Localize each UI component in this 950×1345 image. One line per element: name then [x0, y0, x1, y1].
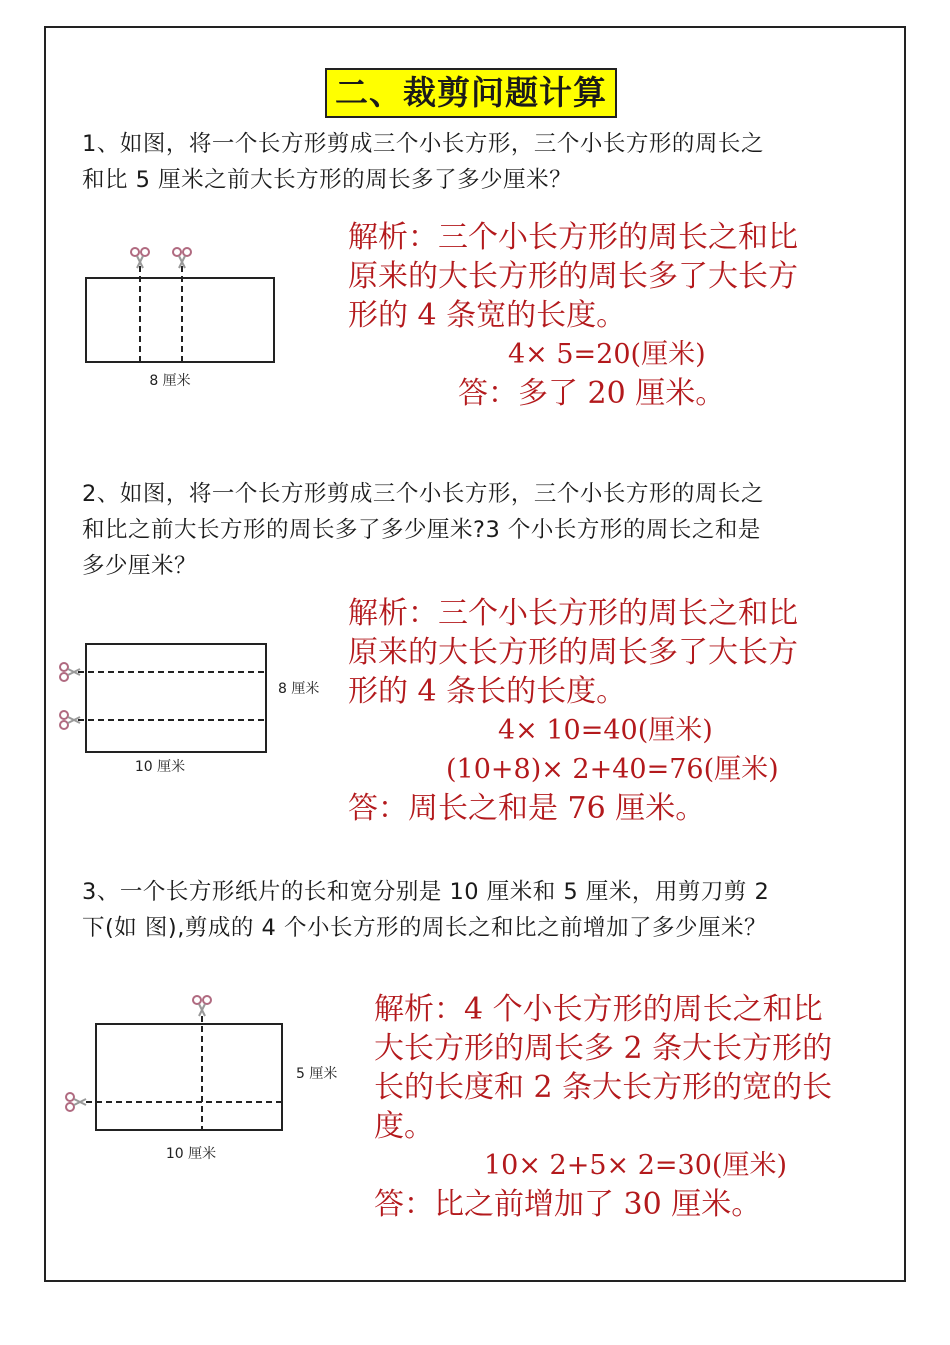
calculation-line: (10+8)× 2+40=76(厘米): [446, 754, 779, 785]
problem-1-question: [82, 126, 882, 198]
final-answer: 答：多了 20 厘米。: [458, 376, 726, 411]
figure-label-side: 5 厘米: [296, 1066, 338, 1082]
scissors-icon: [66, 1093, 86, 1111]
scissors-icon: [60, 663, 80, 681]
analysis-line: 原来的大长方形的周长多了大长方: [348, 259, 798, 294]
analysis-line: 形的 4 条宽的长度。: [348, 298, 627, 333]
analysis-line: 度。: [374, 1109, 434, 1144]
calculation-line: 10× 2+5× 2=30(厘米): [484, 1150, 787, 1181]
analysis-line: 解析：三个小长方形的周长之和比: [348, 596, 798, 631]
big-rectangle: [96, 1024, 282, 1130]
final-answer: 答：比之前增加了 30 厘米。: [374, 1187, 762, 1222]
scissors-icon: [173, 248, 191, 268]
analysis-line: 原来的大长方形的周长多了大长方: [348, 635, 798, 670]
figure-label-side: 8 厘米: [278, 681, 320, 697]
figure-label-bottom: 10 厘米: [134, 759, 186, 775]
problem-2-figure: [56, 636, 346, 786]
analysis-line: 大长方形的周长多 2 条大长方形的: [374, 1031, 833, 1066]
problem-1-figure: [70, 240, 290, 400]
problem-1-answer: [348, 218, 798, 413]
problem-2-question: [82, 476, 882, 584]
problem-3-figure: [60, 990, 360, 1170]
big-rectangle: [86, 278, 274, 362]
analysis-line: 解析：4 个小长方形的周长之和比: [374, 992, 823, 1027]
section-title: 二、裁剪问题计算: [325, 68, 617, 118]
scissors-icon: [60, 711, 80, 729]
calculation-line: 4× 10=40(厘米): [498, 715, 713, 746]
question-line: 和比 5 厘米之前大长方形的周长多了多少厘米？: [82, 167, 573, 193]
analysis-line: 长的长度和 2 条大长方形的宽的长: [374, 1070, 833, 1105]
problem-3-question: [82, 874, 882, 946]
big-rectangle: [86, 644, 266, 752]
final-answer: 答：周长之和是 76 厘米。: [348, 791, 706, 826]
question-line: 下(如 图),剪成的 4 个小长方形的周长之和比之前增加了多少厘米？: [82, 915, 767, 941]
question-line: 2、如图，将一个长方形剪成三个小长方形，三个小长方形的周长之: [82, 481, 764, 507]
question-line: 多少厘米？: [82, 553, 198, 579]
figure-label-bottom: 10 厘米: [165, 1146, 217, 1162]
scissors-icon: [131, 248, 149, 268]
analysis-line: 形的 4 条长的长度。: [348, 674, 627, 709]
problem-2-answer: [348, 594, 798, 828]
question-line: 和比之前大长方形的周长多了多少厘米?3 个小长方形的周长之和是: [82, 517, 761, 543]
question-line: 3、一个长方形纸片的长和宽分别是 10 厘米和 5 厘米，用剪刀剪 2: [82, 879, 770, 905]
calculation-line: 4× 5=20(厘米): [508, 339, 706, 370]
problem-3-answer: [374, 990, 832, 1224]
figure-label-bottom: 8 厘米: [149, 373, 191, 389]
scissors-icon: [193, 996, 211, 1016]
analysis-line: 解析：三个小长方形的周长之和比: [348, 220, 798, 255]
question-line: 1、如图，将一个长方形剪成三个小长方形，三个小长方形的周长之: [82, 131, 764, 157]
